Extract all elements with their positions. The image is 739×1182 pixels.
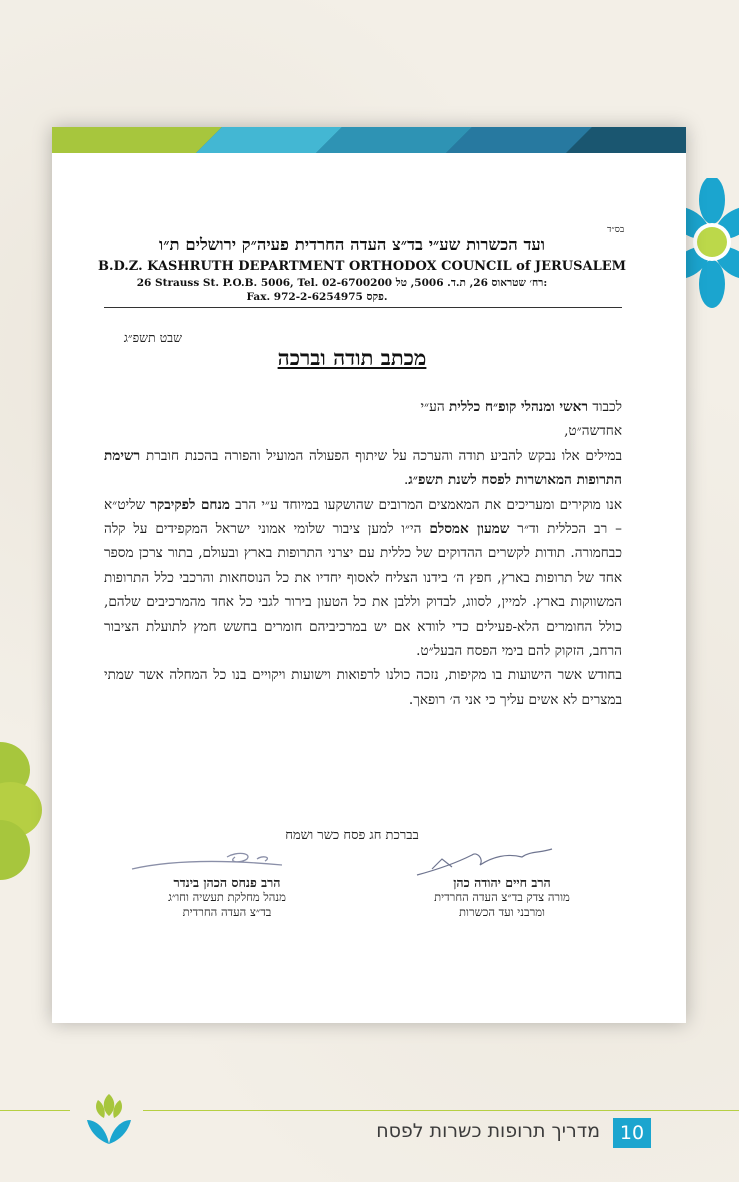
footer-guide-title: מדריך תרופות כשרות לפסח [376,1120,600,1142]
org-name-english: B.D.Z. KASHRUTH DEPARTMENT ORTHODOX COUNCIL of JERUSALEM [97,259,627,274]
header-divider [104,307,622,308]
letter-title: מכתב תודה וברכה [277,345,427,370]
decorative-green-flower-icon [0,735,55,885]
footer-rule-right [143,1110,739,1111]
decorative-flower-icon [680,178,739,308]
letter-date: שבט תשפ״ג [123,330,182,345]
org-fax: Fax. 972-2-6254975 פקס. [246,291,388,303]
letter-body [104,395,622,712]
paragraph-3: בחודש אשר הישועות בו מקיפות, נזכה כולנו לרפואות וישועות ויקויים בנו כל המחלה אשר שמתי במצרים לא אשים עליך כי אני ה׳ רופאך. [104,667,622,708]
bsd-mark: בס״ד [607,225,625,235]
footer-rule-left [0,1110,70,1111]
signature-cohen-icon [412,845,562,879]
closing-blessing: בברכת חג פסח כשר ושמח [285,828,419,843]
paragraph-1: במילים אלו נבקש להביע תודה והערכה על שיתוף הפעולה המועיל והפורה בהכנת חוברת רשימת התרופות המאושרות לפסח לשנת תשפ״ג. [104,447,623,489]
signature-right: הרב חיים יהודה כהן מורה צדק בד״צ העדה החרדית ומרבני ועד הכשרות [434,875,570,919]
org-name-hebrew: ועד הכשרות שע״י בד״צ העדה החרדית פעיה״ק ירושלים ת״ו [159,235,545,254]
greeting: אחדשה״ט, [564,423,622,440]
salutation: לכבוד ראשי ומנהלי קופ״ח כללית הע״י [420,399,622,415]
signature-binder-icon [127,849,287,877]
org-address: 26 Strauss St. P.O.B. 5006, Tel. 02-6700200 רח׳ שטראוס 26, ת.ד. 5006, טל: [136,277,548,289]
header-color-stripe [52,127,686,153]
letter-page [52,127,686,1023]
paragraph-2: אנו מוקירים ומעריכים את המאמצים המרובים שהושקעו במיוחד ע״י הרב מנחם לפקיבקר שליט״א – רב הכללית וד״ר שמעון אמסלם הי״ו למען ציבור שלומי אמוני ישראל המקפידים על קלה כבחמורה. תודות לקשרים ההדוקים של כללית עם יצרני התרופות בארץ ובעולם, בתור צרכן מספר אחד של תרופות בארץ, חפץ ה׳ בידנו הצליח לאסוף יחדיו את כל הנוסחאות והרכבי כלל התרופות המשווקות בארץ. למיין, לסווג, לבדוק וללבן את כל הטעון בירור לגבי כל אחד מהמרכיבים שלהם, כולל החומרים הלא-פעילים כדי לוודא אם יש במרכיביהם חומרים בחשש חמץ לתועלת הציבור הרחב, הזקוק להם בימי הפסח הבעל״ט. [104,496,622,660]
signature-left: הרב פנחס הכהן בינדר מנהל מחלקת תעשיה וחו״ג בד״צ העדה החרדית [168,875,286,919]
page-number-badge: 10 [613,1118,651,1148]
tulip-logo-icon [84,1090,134,1146]
decorative-petals-icon [0,335,20,445]
